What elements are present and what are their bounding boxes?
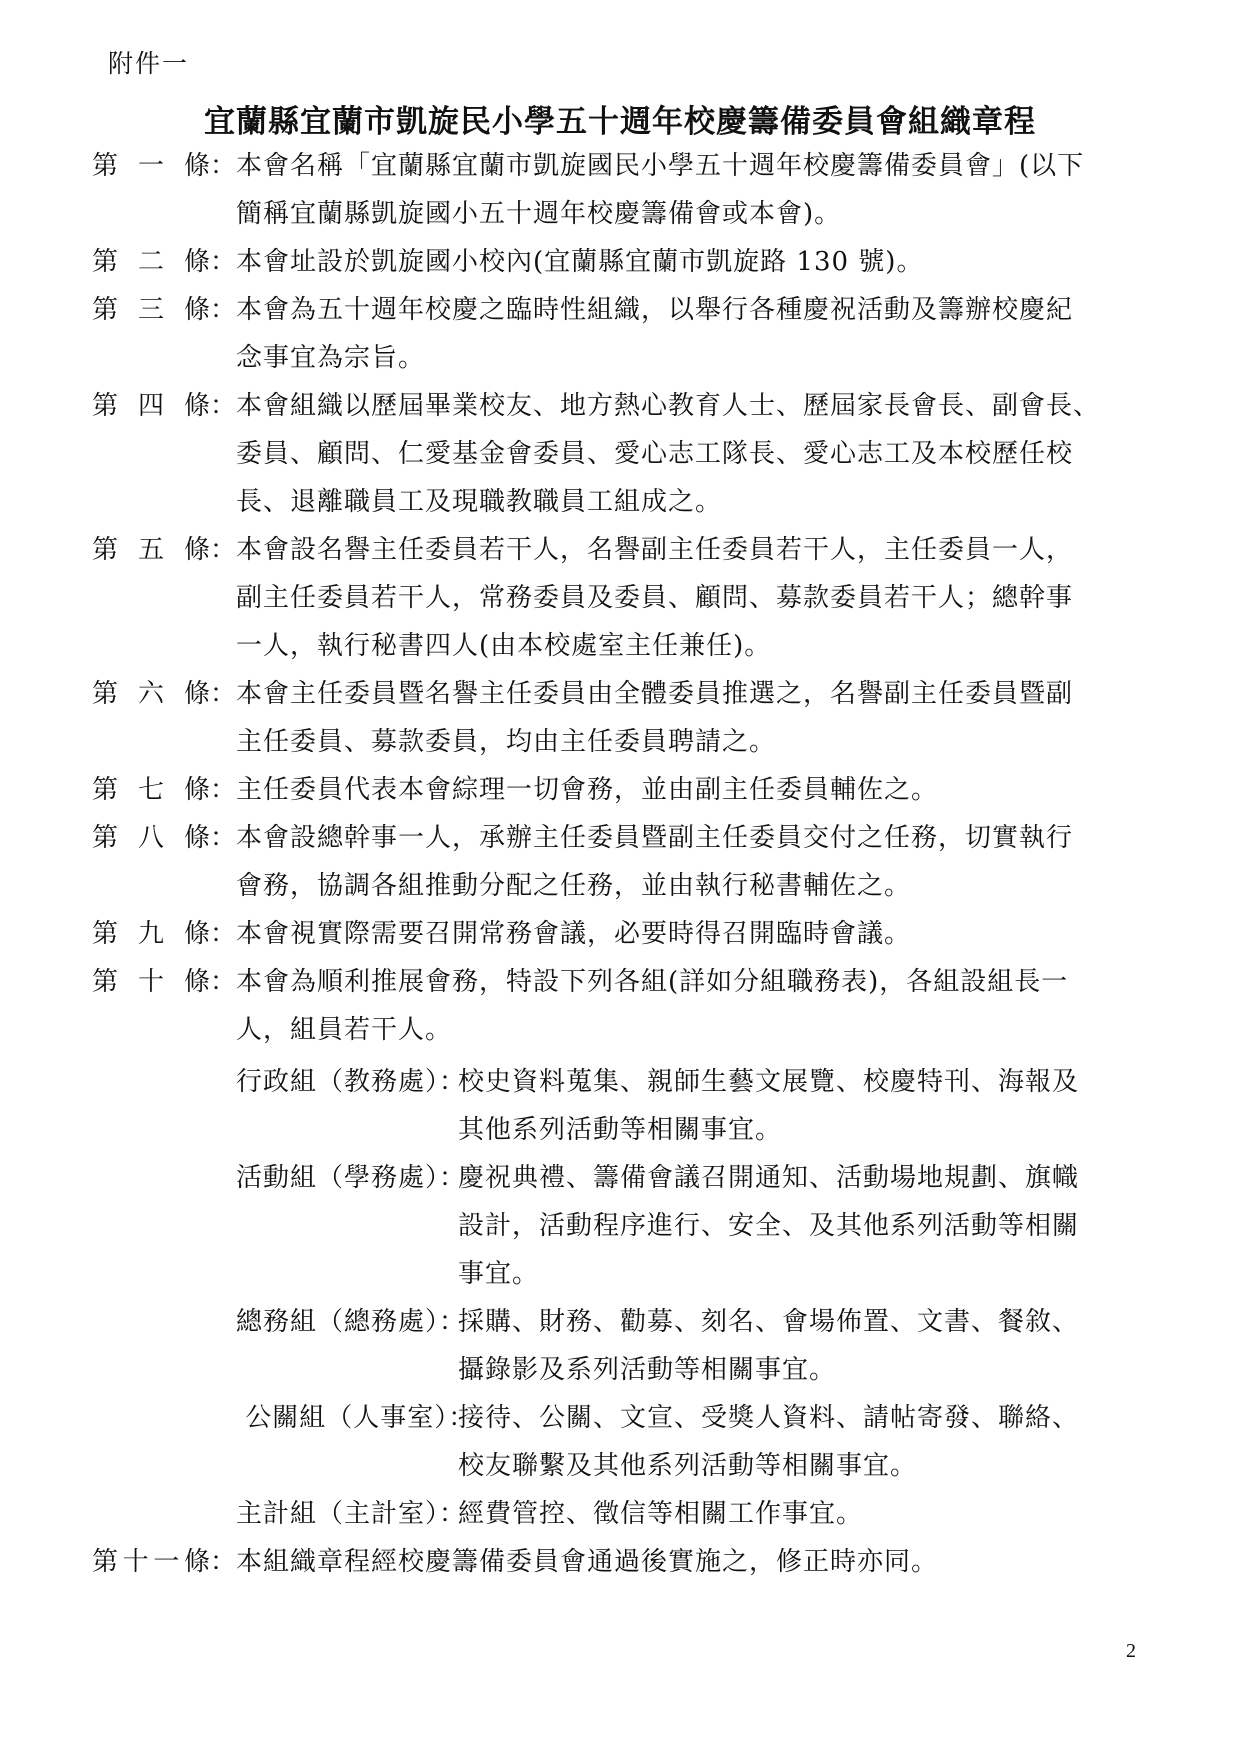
article-label-char: 條 [183, 919, 210, 949]
division-line: 設計，活動程序進行、安全、及其他系列活動等相關 [458, 1211, 1080, 1241]
article-label [92, 1538, 210, 1586]
article-label [92, 766, 210, 814]
article-label-char: 七 [137, 775, 164, 805]
division-label: 行政組（教務處）： [236, 1067, 467, 1097]
article-label [92, 670, 210, 766]
article-label-char: 條 [183, 679, 210, 709]
article-label-char: 一 [153, 1547, 180, 1577]
article-body [236, 814, 1172, 910]
article-label-char: 十 [122, 1547, 149, 1577]
article-line: 本會為順利推展會務，特設下列各組(詳如分組職務表)，各組設組長一 [236, 967, 1069, 997]
article-10 [92, 958, 1172, 1054]
article-line: 本會設總幹事一人，承辦主任委員暨副主任委員交付之任務，切實執行 [236, 823, 1074, 853]
article-3 [92, 286, 1172, 382]
article-label-char: 八 [137, 823, 164, 853]
division-duties [458, 1490, 1172, 1538]
article-label [92, 814, 210, 910]
articles-section [92, 142, 1172, 1586]
article-body [236, 958, 1172, 1054]
article-9 [92, 910, 1172, 958]
article-label-char: 十 [137, 967, 164, 997]
article-colon: ： [210, 919, 237, 949]
article-line: 會務，協調各組推動分配之任務，並由執行秘書輔佐之。 [236, 871, 912, 901]
article-1 [92, 142, 1172, 238]
article-label-char: 條 [183, 391, 210, 421]
article-colon: ： [210, 151, 237, 181]
article-label-char: 條 [183, 1547, 210, 1577]
division-duties [458, 1298, 1172, 1394]
division-item [236, 1058, 1172, 1154]
article-body [236, 286, 1172, 382]
article-11 [92, 1538, 1172, 1586]
article-label-char: 一 [137, 151, 164, 181]
division-item [236, 1154, 1172, 1298]
article-label-char: 第 [92, 295, 119, 325]
article-label-char: 第 [92, 535, 119, 565]
article-line: 副主任委員若干人，常務委員及委員、顧問、募款委員若干人；總幹事 [236, 583, 1074, 613]
article-line: 長、退離職員工及現職教職員工組成之。 [236, 487, 723, 517]
article-label [92, 142, 210, 238]
division-line: 採購、財務、勸募、刻名、會場佈置、文書、餐敘、 [458, 1307, 1080, 1337]
article-body [236, 910, 1172, 958]
article-2 [92, 238, 1172, 286]
article-5 [92, 526, 1172, 670]
article-label-char: 四 [137, 391, 164, 421]
article-label-char: 第 [92, 247, 119, 277]
article-label [92, 526, 210, 670]
article-label-char: 五 [137, 535, 164, 565]
division-duties [458, 1154, 1172, 1298]
article-label-char: 第 [92, 775, 119, 805]
article-body [236, 1538, 1172, 1586]
article-label-char: 條 [183, 823, 210, 853]
article-line: 本會為五十週年校慶之臨時性組織，以舉行各種慶祝活動及籌辦校慶紀 [236, 295, 1074, 325]
division-item [236, 1298, 1172, 1394]
article-label-char: 二 [137, 247, 164, 277]
article-label [92, 238, 210, 286]
division-label: 總務組（總務處）： [236, 1307, 467, 1337]
division-line: 攝錄影及系列活動等相關事宜。 [458, 1355, 837, 1385]
article-body [236, 382, 1172, 526]
division-label: 主計組（主計室）： [236, 1499, 467, 1529]
article-label-char: 條 [183, 247, 210, 277]
division-line: 事宜。 [458, 1259, 540, 1289]
article-7 [92, 766, 1172, 814]
article-line: 一人，執行秘書四人(由本校處室主任兼任)。 [236, 631, 772, 661]
article-body [236, 142, 1172, 238]
article-label-char: 九 [137, 919, 164, 949]
article-colon: ： [210, 967, 237, 997]
article-label-char: 第 [92, 151, 119, 181]
division-list [236, 1058, 1172, 1538]
document-title: 宜蘭縣宜蘭市凱旋民小學五十週年校慶籌備委員會組織章程 [204, 104, 1036, 140]
attachment-label: 附件一 [108, 49, 190, 78]
division-duties [458, 1058, 1172, 1154]
article-8 [92, 814, 1172, 910]
article-colon: ： [210, 823, 237, 853]
division-label: 公關組（人事室）： [236, 1403, 476, 1433]
article-line: 本會名稱「宜蘭縣宜蘭市凱旋國民小學五十週年校慶籌備委員會」(以下 [236, 151, 1085, 181]
article-line: 本會組織以歷屆畢業校友、地方熱心教育人士、歷屆家長會長、副會長、 [236, 391, 1101, 421]
article-line: 主任委員、募款委員，均由主任委員聘請之。 [236, 727, 777, 757]
division-line: 校友聯繫及其他系列活動等相關事宜。 [458, 1451, 918, 1481]
article-colon: ： [210, 535, 237, 565]
article-colon: ： [210, 775, 237, 805]
article-colon: ： [210, 679, 237, 709]
division-line: 校史資料蒐集、親師生藝文展覽、校慶特刊、海報及 [458, 1067, 1080, 1097]
article-line: 簡稱宜蘭縣凱旋國小五十週年校慶籌備會或本會)。 [236, 199, 842, 229]
article-line: 念事宜為宗旨。 [236, 343, 426, 373]
division-duties [458, 1394, 1172, 1490]
article-line: 委員、顧問、仁愛基金會委員、愛心志工隊長、愛心志工及本校歷任校 [236, 439, 1074, 469]
article-label-char: 六 [137, 679, 164, 709]
article-line: 本會設名譽主任委員若干人，名譽副主任委員若干人，主任委員一人， [236, 535, 1074, 565]
article-6 [92, 670, 1172, 766]
article-colon: ： [210, 295, 237, 325]
division-line: 慶祝典禮、籌備會議召開通知、活動場地規劃、旗幟 [458, 1163, 1080, 1193]
article-colon: ： [210, 247, 237, 277]
article-label-char: 條 [183, 967, 210, 997]
article-label [92, 910, 210, 958]
article-4 [92, 382, 1172, 526]
article-line: 主任委員代表本會綜理一切會務，並由副主任委員輔佐之。 [236, 775, 939, 805]
article-label-char: 條 [183, 295, 210, 325]
article-colon: ： [210, 391, 237, 421]
article-label-char: 第 [92, 967, 119, 997]
division-line: 其他系列活動等相關事宜。 [458, 1115, 783, 1145]
article-body [236, 526, 1172, 670]
article-label [92, 958, 210, 1054]
article-body [236, 238, 1172, 286]
article-label-char: 第 [92, 679, 119, 709]
article-label-char: 條 [183, 151, 210, 181]
article-line: 本會址設於凱旋國小校內(宜蘭縣宜蘭市凱旋路 130 號)。 [236, 247, 924, 277]
article-label-char: 條 [183, 775, 210, 805]
article-colon: ： [210, 1547, 237, 1577]
article-label-char: 三 [137, 295, 164, 325]
article-line: 本會視實際需要召開常務會議，必要時得召開臨時會議。 [236, 919, 912, 949]
article-label-char: 第 [92, 391, 119, 421]
article-body [236, 766, 1172, 814]
article-body [236, 670, 1172, 766]
division-label: 活動組（學務處）： [236, 1163, 467, 1193]
article-label [92, 382, 210, 526]
article-line: 本會主任委員暨名譽主任委員由全體委員推選之，名譽副主任委員暨副 [236, 679, 1074, 709]
article-label [92, 286, 210, 382]
article-label-char: 第 [92, 823, 119, 853]
article-label-char: 第 [92, 1547, 119, 1577]
article-label-char: 條 [183, 535, 210, 565]
division-line: 接待、公關、文宣、受獎人資料、請帖寄發、聯絡、 [458, 1403, 1080, 1433]
division-line: 經費管控、徵信等相關工作事宜。 [458, 1499, 864, 1529]
article-line: 本組織章程經校慶籌備委員會通過後實施之，修正時亦同。 [236, 1547, 939, 1577]
division-item [236, 1490, 1172, 1538]
page-number: 2 [1126, 1640, 1136, 1662]
division-item [236, 1394, 1172, 1490]
article-line: 人，組員若干人。 [236, 1015, 453, 1045]
article-label-char: 第 [92, 919, 119, 949]
